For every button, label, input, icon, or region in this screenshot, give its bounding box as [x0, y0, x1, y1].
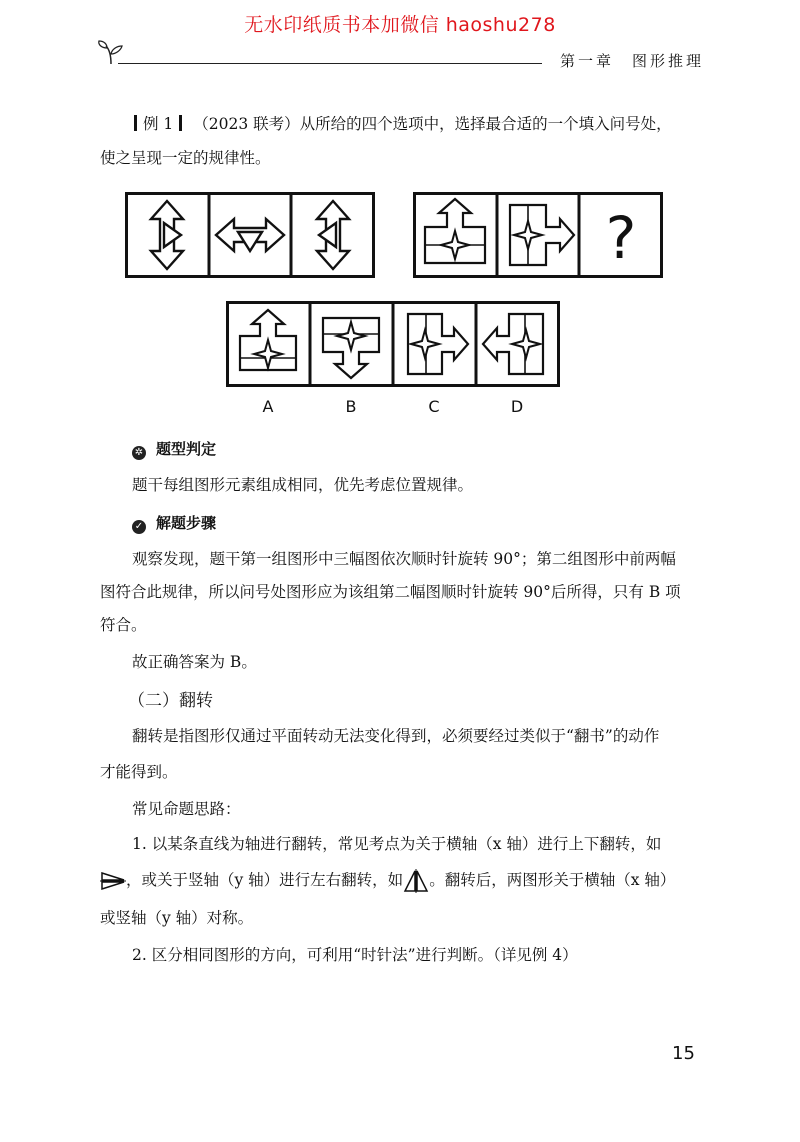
watermark-text: 无水印纸质书本加微信 haoshu278: [244, 14, 556, 36]
page-number: 15: [672, 1043, 695, 1064]
group2-figure-1: [425, 199, 485, 263]
steps-text-line-1: 观察发现，题干第一组图形中三幅图依次顺时针旋转 90°；第二组图形中前两幅: [132, 550, 676, 568]
steps-text-line-3: 符合。: [100, 616, 147, 634]
check-icon: ✓: [132, 520, 146, 534]
steps-section-heading: [132, 512, 216, 534]
flip-desc-line-2: 才能得到。: [100, 763, 178, 781]
example-question-text: （2023 联考）从所给的四个选项中，选择最合适的一个填入问号处，: [193, 115, 672, 133]
option-b-figure: [323, 318, 379, 378]
answer-text: 故正确答案为 B。: [132, 653, 257, 671]
group1-figure-3: [317, 201, 349, 269]
group2-figure-2: [510, 205, 574, 265]
type-section-heading: [132, 438, 216, 460]
option-c-figure: [408, 314, 468, 374]
question-mark: ?: [605, 204, 637, 272]
question-group-2: [413, 192, 663, 278]
gear-icon: ✲: [132, 446, 146, 460]
options-figure: [226, 301, 560, 387]
item1-line-1: 1. 以某条直线为轴进行翻转，常见考点为关于横轴（x 轴）进行上下翻转，如: [132, 835, 662, 853]
option-d-label: D: [510, 397, 524, 416]
steps-text-line-2: 图符合此规律，所以问号处图形应为该组第二幅图顺时针旋转 90°后所得，只有 B 项: [100, 583, 681, 601]
flip-desc-line-1: 翻转是指图形仅通过平面转动无法变化得到，必须要经过类似于“翻书”的动作: [132, 727, 660, 745]
example-line-1: [128, 112, 672, 134]
example-label: 例 1: [143, 115, 174, 133]
example-line-2: 使之呈现一定的规律性。: [100, 149, 271, 167]
option-a-figure: [240, 310, 296, 370]
option-d-figure: [483, 314, 543, 374]
header-rule: [118, 63, 542, 64]
steps-section-title: 解题步骤: [156, 514, 217, 532]
group1-figure-1: [151, 201, 183, 269]
item1-line-3: 或竖轴（y 轴）对称。: [100, 909, 254, 927]
ideas-title: 常见命题思路：: [132, 800, 241, 818]
item1-line-2: [100, 868, 675, 893]
option-c-label: C: [428, 397, 440, 416]
example-marker-right: [179, 115, 182, 131]
group1-figure-2: [216, 219, 284, 251]
vertical-flip-icon: [403, 869, 429, 893]
horizontal-flip-icon: [100, 870, 126, 892]
question-group-1: [125, 192, 375, 278]
chapter-title: 第一章 图形推理: [560, 52, 705, 70]
option-b-label: B: [345, 397, 357, 416]
item1-text-c: 。翻转后，两图形关于横轴（x 轴）: [429, 871, 676, 889]
type-section-title: 题型判定: [156, 440, 217, 458]
example-marker-left: [134, 115, 137, 131]
flip-title: （二）翻转: [128, 691, 213, 711]
type-section-text: 题干每组图形元素组成相同，优先考虑位置规律。: [132, 476, 474, 494]
item2-line: 2. 区分相同图形的方向，可利用“时针法”进行判断。（详见例 4）: [132, 946, 578, 964]
item1-text-b: ，或关于竖轴（y 轴）进行左右翻转，如: [126, 871, 404, 889]
option-a-label: A: [262, 397, 274, 416]
